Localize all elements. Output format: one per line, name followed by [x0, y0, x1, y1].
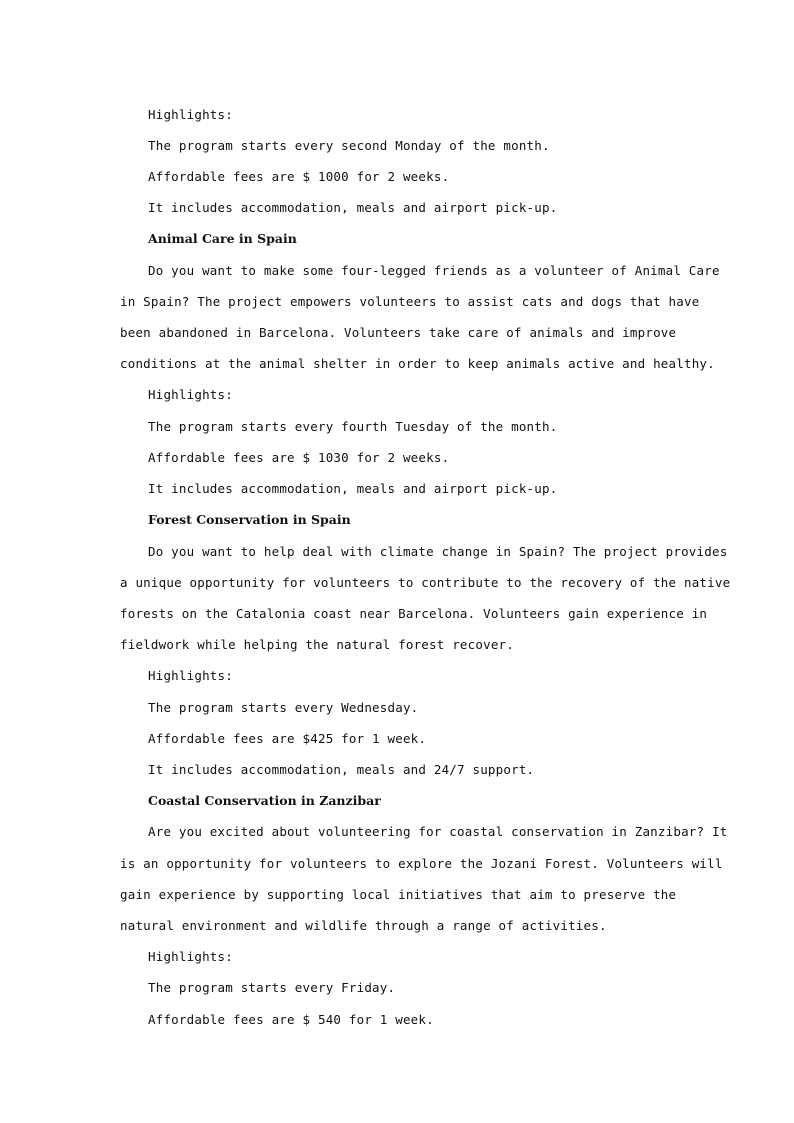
section-heading-forest-conservation: Forest Conservation in Spain	[148, 512, 351, 527]
highlight-fees: Affordable fees are $425 for 1 week.	[148, 731, 427, 746]
paragraph-line: natural environment and wildlife through a range of activities.	[120, 918, 607, 933]
highlight-includes: It includes accommodation, meals and airport pick-up.	[148, 481, 558, 496]
section-heading-animal-care: Animal Care in Spain	[148, 231, 297, 246]
highlight-fees: Affordable fees are $ 1000 for 2 weeks.	[148, 169, 450, 184]
highlights-label: Highlights:	[148, 387, 233, 402]
highlight-schedule: The program starts every Friday.	[148, 980, 396, 995]
paragraph-line: forests on the Catalonia coast near Barcelona. Volunteers gain experience in	[120, 606, 708, 621]
paragraph-line: a unique opportunity for volunteers to contribute to the recovery of the native	[120, 575, 731, 590]
highlight-fees: Affordable fees are $ 1030 for 2 weeks.	[148, 450, 450, 465]
highlight-schedule: The program starts every fourth Tuesday of the month.	[148, 419, 558, 434]
paragraph-line: is an opportunity for volunteers to explore the Jozani Forest. Volunteers will	[120, 856, 723, 871]
section-heading-coastal-conservation: Coastal Conservation in Zanzibar	[148, 793, 381, 808]
highlight-schedule: The program starts every second Monday of the month.	[148, 138, 550, 153]
paragraph-line: gain experience by supporting local initiatives that aim to preserve the	[120, 887, 677, 902]
highlights-label: Highlights:	[148, 668, 233, 683]
highlight-includes: It includes accommodation, meals and 24/7 support.	[148, 762, 535, 777]
highlight-schedule: The program starts every Wednesday.	[148, 700, 419, 715]
paragraph-line: conditions at the animal shelter in order to keep animals active and healthy.	[120, 356, 715, 371]
highlight-fees: Affordable fees are $ 540 for 1 week.	[148, 1012, 434, 1027]
paragraph-line: Do you want to make some four-legged friends as a volunteer of Animal Care	[148, 263, 720, 278]
highlight-includes: It includes accommodation, meals and airport pick-up.	[148, 200, 558, 215]
paragraph-line: fieldwork while helping the natural forest recover.	[120, 637, 515, 652]
highlights-label: Highlights:	[148, 949, 233, 964]
paragraph-line: been abandoned in Barcelona. Volunteers take care of animals and improve	[120, 325, 677, 340]
paragraph-line: in Spain? The project empowers volunteers to assist cats and dogs that have	[120, 294, 700, 309]
paragraph-line: Are you excited about volunteering for coastal conservation in Zanzibar? It	[148, 824, 728, 839]
highlights-label: Highlights:	[148, 107, 233, 122]
paragraph-line: Do you want to help deal with climate change in Spain? The project provides	[148, 544, 728, 559]
